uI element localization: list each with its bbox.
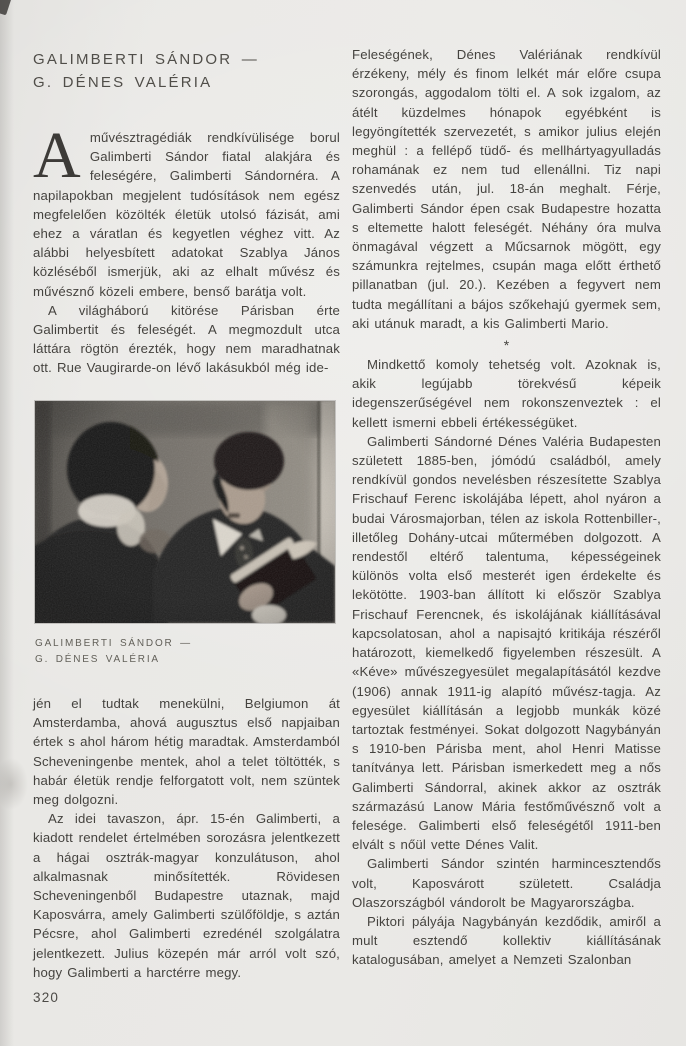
paragraph: Feleségének, Dénes Valériának rendkívül érzékeny, mély és finom lelkét már előre csupa szorongás, aggodalom tölti el. A sok izgalom, az átélt küzdelmes hónapok egyébként is legyöngítették szervezetét, s amikor julius elején meghül : a fellépő tüdő- és mellhártyagyulladás rohamának ez nem tud ellenállni. Tiz napi szenvedés után, jul. 18-án meghalt. Férje, Galimberti Sándor épen csak Budapestre hozatta s eltemette halott feleségét. Néhány óra mulva önmagával végzett a Műcsarnok mögött, egy számunkra rejtelmes, csupán maga előtt érthető pillanatban (jul. 20.). Kezében a fegyvert nem tudta megállítani a bájos szőkehajú gyermek sem, aki utánuk maradt, a kis Galimberti Mario.	[352, 47, 661, 331]
article-title-line1: GALIMBERTI SÁNDOR —	[33, 51, 259, 68]
paragraph: Az idei tavaszon, ápr. 15-én Galimberti, a kiadott rendelet értelmében sorozásra jelentkezett a hágai osztrák-magyar konzulátuson, ahol alkalmasnak minősítették. Rövidesen Scheveningenből Budapestre utaznak, majd Kaposvárra, amely Galimberti szülőföldje, s aztán Pécsre, ahol Galimberti ezredénél szolgálatra jelentkezett. Julius közepén már arról volt szó, hogy Galimberti a harctérre megy.	[33, 811, 340, 980]
paragraph: jén el tudtak menekülni, Belgiumon át Amsterdamba, ahová augusztus első napjaiban értek s ahol három hétig maradtak. Amsterdamból Scheveningenbe mentek, ahol a telet töltötték, s habár életük rendje felforgatott volt, nem szüntek meg dolgozni.	[33, 696, 340, 808]
left-text-block-1	[33, 119, 340, 378]
article-title-line2: G. DÉNES VALÉRIA	[33, 74, 213, 91]
scan-artifact-corner	[0, 0, 11, 15]
paragraph: Piktori pályája Nagybányán kezdődik, amiről a mult esztendő kollektiv kiállításának katalogusában, amelyet a Nemzeti Szalonban	[352, 913, 661, 968]
paragraph: A világháború kitörése Párisban érte Galimbertit és feleségét. A megmozdult utca láttára rögtön érezték, hogy nem maradhatnak ott. Rue Vaugirarde-on lévő lakásukból még ide-	[33, 302, 340, 376]
article-title	[33, 48, 340, 94]
photo-caption	[35, 636, 335, 667]
right-column	[352, 45, 661, 970]
paragraph-text: művésztragédiák rendkívülisége borul Galimberti Sándor fiatal alakjára és feleségére, Galimberti Sándornéra. A napilapokban megjelent tudósítások nem egész megfelelően közölték életük utolsó fázisát, ami ehez a váratlan és kegyetlen véghez vitt. Az alábbi helyesbített adatokat Szablya János közléséből ismerjük, aki az elhalt művész és művésznő közeli embere, benső barátja volt.	[33, 130, 340, 299]
section-separator-asterisk: *	[503, 337, 510, 354]
portrait-photo-image	[35, 401, 335, 623]
drop-cap: A	[33, 119, 81, 192]
scan-artifact-smudge	[0, 758, 28, 810]
page-number: 320	[33, 990, 60, 1005]
left-column	[33, 48, 340, 980]
paragraph: Galimberti Sándor szintén harmincesztendős volt, Kaposvárott született. Családja Olaszországból vándorolt be Magyarországba.	[352, 856, 661, 910]
paragraph	[33, 119, 340, 301]
portrait-photo	[35, 401, 335, 623]
paragraph: Mindkettő komoly tehetség volt. Azoknak is, akik legújabb törekvésű képeik idegenszerűségével nem rokonszenveztek : el kellett ismerni ebbeli értékességüket.	[352, 357, 661, 430]
paragraph: Galimberti Sándorné Dénes Valéria Budapesten született 1885-ben, jómódú családból, amely rendkívül gondos nevelésben részesítette Szablya Frischauf Ferenc iskolájába lépett, ahol nyáron a budai Városmajorban, télen az iskola Rottenbiller-, illetőleg Dohány-utcai műtermében dolgozott. A rendestől eltérő talentuma, képességeinek különös volta első mesterét igen érdekelte és lekötötte. 1903-ban állított ki először Szablya Frischauf Ferencnek, és iskolájának kiállításával kapcsolatosan, ahol a napisajtó kritikája részéről határozott, kiemelkedő figyelemben részesült. A «Kéve» művészegyesület megalapításától kezdve (1906) annak 1911-ig alapító művész-tagja. Az egyesület kiállításán a legjobb munkák közé tartoztak festményei. Sokat dolgozott Nagybányán s 1910-ben Párisba ment, ahol Henri Matisse tanítványa lett. Párisban ismerkedett meg a nős Galimberti Sándorral, akinek akkor az osztrák származású Lanow Mária festőművésznő volt a felesége. Galimberti első feleségétől 1911-ben elvált s nőül vette Dénes Valit.	[352, 433, 661, 853]
left-text-block-2	[33, 694, 340, 982]
scan-edge-shadow	[0, 0, 14, 1046]
photo-caption-line2: G. DÉNES VALÉRIA	[35, 653, 160, 665]
photo-caption-line1: GALIMBERTI SÁNDOR —	[35, 638, 192, 649]
